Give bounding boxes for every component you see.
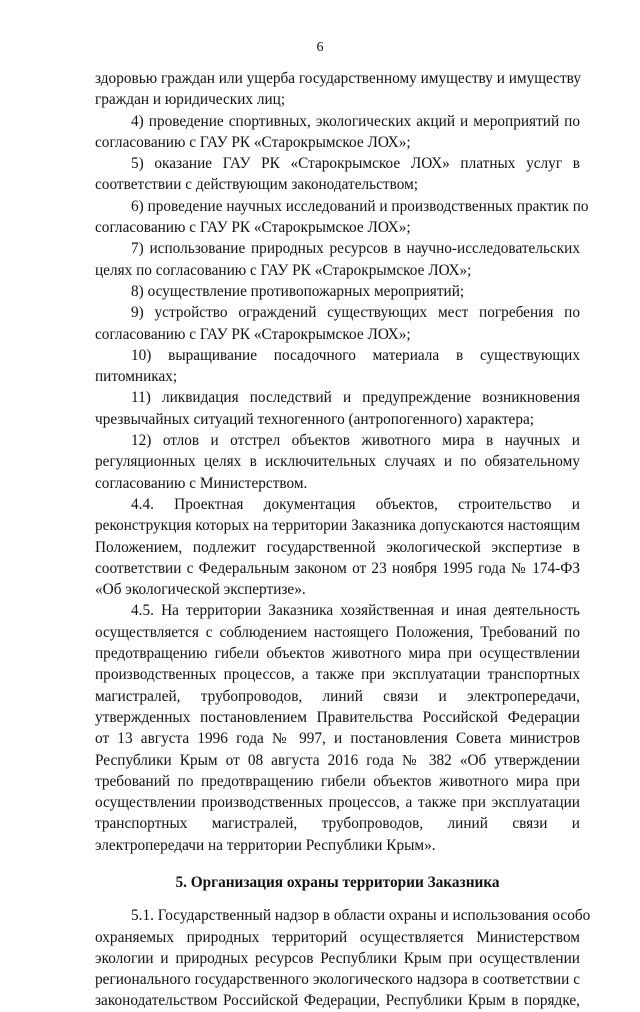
text-line: предотвращению гибели объектов животного мира при осуществлении [95, 645, 580, 663]
text-line: транспортных магистралей, трубопроводов, линий связи и [95, 815, 580, 833]
text-line: требований по предотвращению гибели объектов животного мира при [95, 772, 580, 790]
text-line: граждан и юридических лиц; [95, 91, 286, 109]
text-line: Республики Крым от 08 августа 2016 года № 382 «Об утверждении [95, 751, 580, 769]
text-line: 4) проведение спортивных, экологических акций и мероприятий по [131, 112, 580, 130]
text-line: 4.4. Проектная документация объектов, строительство и [131, 495, 580, 513]
text-line: осуществлении производственных процессов, а также при эксплуатации [95, 794, 580, 812]
text-line: питомниках; [95, 368, 178, 386]
text-line: осуществляется с соблюдением настоящего Положения, Требований по [95, 623, 580, 641]
text-line: магистралей, трубопроводов, линий связи и электропередачи, [95, 687, 580, 705]
text-line: согласованию с ГАУ РК «Старокрымское ЛОХ»; [95, 219, 411, 237]
text-line: 10) выращивание посадочного материала в существующих [131, 346, 580, 364]
text-line: 5) оказание ГАУ РК «Старокрымское ЛОХ» платных услуг в [131, 155, 580, 173]
text-line: чрезвычайных ситуаций техногенного (антропогенного) характера; [95, 410, 535, 428]
text-line: реконструкция которых на территории Заказника допускаются настоящим [95, 517, 580, 535]
text-line: 9) устройство ограждений существующих мест погребения по [131, 304, 580, 322]
section-heading: 5. Организация охраны территории Заказника [175, 873, 500, 891]
text-line: соответствии с действующим законодательством; [95, 176, 419, 194]
text-block-section-4 [95, 68, 589, 856]
text-line: согласованию с ГАУ РК «Старокрымское ЛОХ»; [95, 325, 411, 343]
text-line: 6) проведение научных исследований и производственных практик по [131, 197, 589, 215]
document-body [95, 68, 591, 1012]
text-line: утвержденных постановлением Правительства Российской Федерации [95, 708, 580, 726]
text-line: экологии и природных ресурсов Республики Крым при осуществлении [95, 949, 580, 967]
text-block-section-5 [95, 905, 591, 1011]
text-line: 12) отлов и отстрел объектов животного мира в научных и [131, 432, 580, 450]
text-line: 5.1. Государственный надзор в области охраны и использования особо [131, 907, 591, 925]
text-line: охраняемых природных территорий осуществляется Министерством [95, 928, 580, 946]
text-line: 7) использование природных ресурсов в научно-исследовательских [131, 240, 580, 258]
text-line: 11) ликвидация последствий и предупреждение возникновения [131, 389, 580, 407]
text-line: регуляционных целях в исключительных случаях и по обязательному [95, 453, 580, 471]
text-line: Положением, подлежит государственной экологической экспертизе в [95, 538, 580, 556]
text-line: 8) осуществление противопожарных мероприятий; [131, 282, 465, 300]
text-line: 4.5. На территории Заказника хозяйственная и иная деятельность [131, 602, 580, 620]
text-line: регионального государственного экологического надзора в соответствии с [95, 971, 580, 989]
text-line: от 13 августа 1996 года № 997, и постановления Совета министров [95, 730, 580, 748]
text-line: согласованию с Министерством. [95, 474, 308, 492]
page-number: 6 [316, 40, 324, 55]
text-line: законодательством Российской Федерации, Республики Крым в порядке, [95, 992, 580, 1010]
text-line: соответствии с Федеральным законом от 23 ноября 1995 года № 174-ФЗ [95, 559, 580, 577]
text-line: согласованию с ГАУ РК «Старокрымское ЛОХ»; [95, 133, 411, 151]
text-line: здоровью граждан или ущерба государственному имуществу и имуществу [95, 70, 582, 87]
text-line: «Об экологической экспертизе». [95, 581, 306, 599]
text-line: целях по согласованию с ГАУ РК «Старокрымское ЛОХ»; [95, 261, 472, 279]
text-line: производственных процессов, а также при эксплуатации транспортных [95, 666, 580, 684]
text-line: электропередачи на территории Республики Крым». [95, 836, 436, 854]
